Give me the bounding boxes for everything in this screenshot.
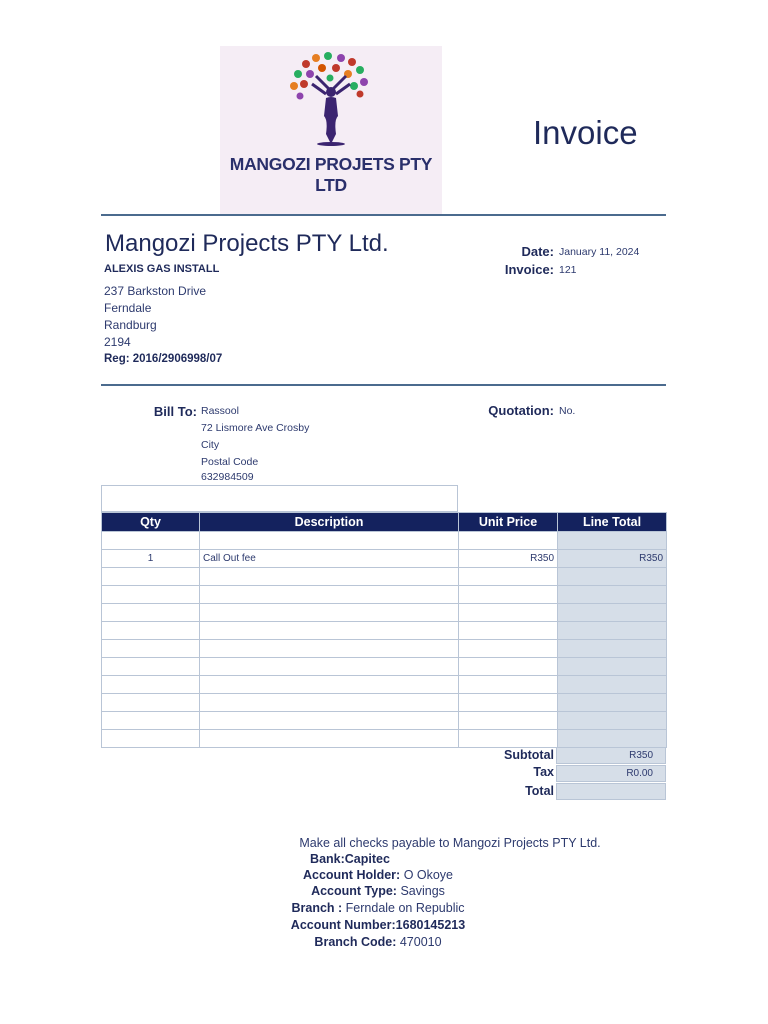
holder-label: Account Holder:	[302, 868, 401, 882]
cell-unit-price	[459, 658, 558, 676]
company-name: Mangozi Projects PTY Ltd.	[105, 230, 389, 257]
tax-value: R0.00	[556, 765, 666, 782]
cell-description	[200, 676, 459, 694]
cell-description	[200, 586, 459, 604]
cell-description	[200, 694, 459, 712]
cell-line-total	[558, 658, 667, 676]
cell-line-total	[558, 622, 667, 640]
code-label: Branch Code:	[314, 935, 397, 949]
cell-description	[200, 568, 459, 586]
table-header-row	[102, 513, 667, 532]
cell-line-total	[558, 694, 667, 712]
col-header-description: Description	[200, 513, 459, 532]
cell-unit-price	[459, 568, 558, 586]
table-row	[102, 712, 667, 730]
cell-unit-price	[459, 712, 558, 730]
table-row	[102, 568, 667, 586]
account-holder	[158, 868, 598, 882]
col-header-unit-price: Unit Price	[459, 513, 558, 532]
blank-box	[101, 485, 458, 512]
cell-qty	[102, 676, 200, 694]
cell-unit-price: R350	[459, 550, 558, 568]
account-number-value: Account Number:1680145213	[290, 918, 466, 932]
quotation-label: Quotation:	[488, 403, 554, 418]
items-table	[101, 512, 667, 748]
cell-qty	[102, 658, 200, 676]
cell-description	[200, 658, 459, 676]
bill-to-line: Postal Code	[201, 456, 259, 468]
total-value	[556, 783, 666, 800]
type-label: Account Type:	[311, 884, 397, 898]
cell-line-total	[558, 532, 667, 550]
cell-qty	[102, 730, 200, 748]
address-line: Ferndale	[104, 301, 152, 315]
address-line: 2194	[104, 335, 131, 349]
cell-qty	[102, 640, 200, 658]
quotation-value: No.	[559, 405, 576, 417]
document-title: Invoice	[533, 114, 638, 151]
cell-line-total	[558, 730, 667, 748]
branch-label: Branch :	[291, 901, 343, 915]
top-divider	[101, 214, 666, 216]
company-tagline: ALEXIS GAS INSTALL	[104, 263, 220, 275]
cell-description	[200, 532, 459, 550]
cell-line-total	[558, 568, 667, 586]
logo-text: MANGOZI PROJETS PTY LTD	[229, 154, 433, 195]
branch-code	[158, 935, 598, 949]
account-number	[158, 918, 598, 932]
address-line: Randburg	[104, 318, 157, 332]
cell-qty	[102, 694, 200, 712]
bill-to-line: 72 Lismore Ave Crosby	[201, 422, 310, 434]
table-row	[102, 658, 667, 676]
cell-description	[200, 604, 459, 622]
branch-value: Ferndale on Republic	[345, 901, 465, 915]
account-type	[158, 884, 598, 898]
bill-to-address	[201, 403, 309, 483]
table-row	[102, 640, 667, 658]
cell-line-total	[558, 604, 667, 622]
col-header-line-total: Line Total	[558, 513, 667, 532]
cell-unit-price	[459, 694, 558, 712]
branch	[158, 901, 598, 915]
cell-line-total	[558, 586, 667, 604]
cell-description	[200, 622, 459, 640]
cell-description	[200, 640, 459, 658]
subtotal-value: R350	[556, 747, 666, 764]
col-header-qty: Qty	[102, 513, 200, 532]
bill-to-line: City	[201, 439, 220, 451]
cell-unit-price	[459, 640, 558, 658]
company-reg: Reg: 2016/2906998/07	[104, 353, 223, 365]
bank-name	[130, 852, 570, 866]
code-value: 470010	[399, 935, 442, 949]
cell-line-total	[558, 676, 667, 694]
cell-qty	[102, 622, 200, 640]
date-value: January 11, 2024	[559, 246, 640, 258]
table-row	[102, 604, 667, 622]
cell-unit-price	[459, 676, 558, 694]
tax-label: Tax	[533, 765, 554, 779]
invoice-number: 121	[559, 264, 577, 276]
table-row	[102, 730, 667, 748]
cell-line-total: R350	[558, 550, 667, 568]
bill-to-label: Bill To:	[153, 404, 197, 419]
date-label: Date:	[521, 244, 554, 259]
table-row	[102, 532, 667, 550]
total-label: Total	[525, 784, 554, 798]
type-value: Savings	[400, 884, 445, 898]
cell-qty	[102, 532, 200, 550]
bill-to-line: 632984509	[201, 471, 254, 483]
cell-qty	[102, 586, 200, 604]
holder-value: O Okoye	[403, 868, 454, 882]
cell-unit-price	[459, 622, 558, 640]
company-address	[104, 283, 206, 351]
cell-qty: 1	[102, 550, 200, 568]
tree-woman-logo-icon	[286, 50, 376, 150]
cell-unit-price	[459, 532, 558, 550]
cell-unit-price	[459, 730, 558, 748]
cell-line-total	[558, 640, 667, 658]
invoice-label: Invoice:	[504, 262, 554, 277]
cell-qty	[102, 568, 200, 586]
subtotal-label: Subtotal	[504, 748, 554, 762]
cell-description	[200, 730, 459, 748]
table-row	[102, 694, 667, 712]
cell-description	[200, 712, 459, 730]
cell-qty	[102, 712, 200, 730]
cell-description: Call Out fee	[200, 550, 459, 568]
bill-to-line: Rassool	[201, 405, 239, 417]
cell-qty	[102, 604, 200, 622]
bank-value: Bank:Capitec	[310, 852, 390, 866]
table-row	[102, 586, 667, 604]
table-row	[102, 622, 667, 640]
table-row	[102, 676, 667, 694]
company-logo	[220, 46, 442, 214]
cell-line-total	[558, 712, 667, 730]
table-row	[102, 550, 667, 568]
cell-unit-price	[459, 586, 558, 604]
mid-divider	[101, 384, 666, 386]
payable-note: Make all checks payable to Mangozi Projects PTY Ltd.	[299, 836, 601, 850]
address-line: 237 Barkston Drive	[104, 284, 207, 298]
cell-unit-price	[459, 604, 558, 622]
